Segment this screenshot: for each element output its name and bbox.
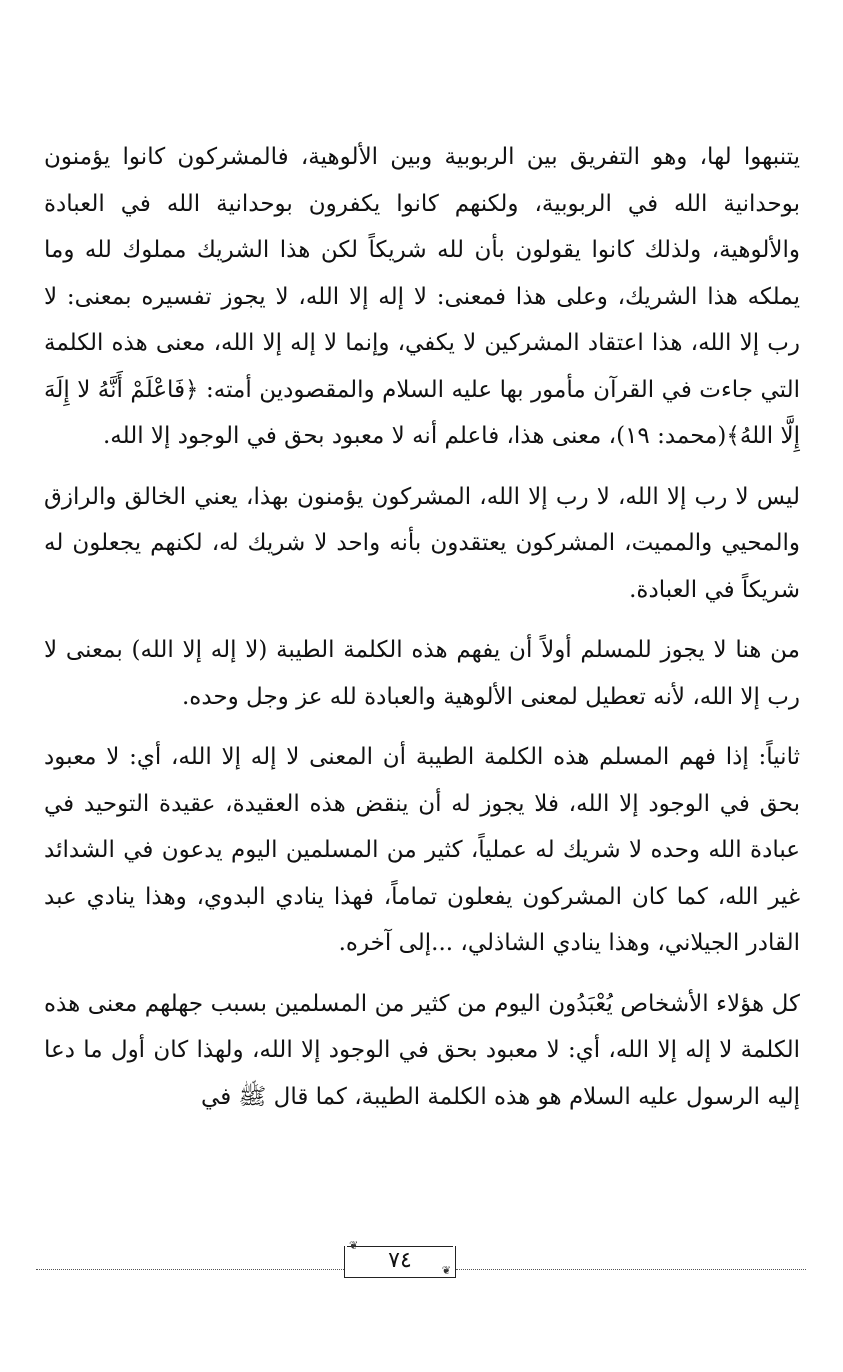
page-number: ٧٤	[388, 1248, 412, 1273]
paragraph-3: من هنا لا يجوز للمسلم أولاً أن يفهم هذه الكلمة الطيبة (لا إله إلا الله) بمعنى لا رب إلا الله، لأنه تعطيل لمعنى الألوهية والعبادة لله عز وجل وحده.	[44, 637, 800, 710]
paragraph-1: يتنبهوا لها، وهو التفريق بين الربوبية وبين الألوهية، فالمشركون كانوا يؤمنون بوحدانية الله في الربوبية، ولكنهم كانوا يكفرون بوحدانية الله في العبادة والألوهية، ولذلك كانوا يقولون بأن لله شريكاً لكن هذا الشريك مملوك لله وما يملكه هذا الشريك، وعلى هذا فمعنى: لا إله إلا الله، لا يجوز تفسيره بمعنى: لا رب إلا الله، هذا اعتقاد المشركين لا يكفي، وإنما لا إله إلا الله، معنى هذه الكلمة التي جاءت في القرآن مأمور بها عليه السلام والمقصودين أمته: ﴿فَاعْلَمْ أَنَّهُ لا إِلَهَ إِلَّا اللهُ﴾(محمد: ١٩)، معنى هذا، فاعلم أنه لا معبود بحق في الوجود إلا الله.	[44, 144, 800, 449]
paragraph-2: ليس لا رب إلا الله، لا رب إلا الله، المشركون يؤمنون بهذا، يعني الخالق والرازق والمحيي والمميت، المشركون يعتقدون بأنه واحد لا شريك له، لكنهم يجعلون له شريكاً في العبادة.	[44, 483, 800, 603]
page-body	[44, 134, 800, 1120]
ornament-icon: ❦	[441, 1264, 451, 1277]
page-number-frame	[344, 1239, 456, 1278]
paragraph-4: ثانياً: إذا فهم المسلم هذه الكلمة الطيبة أن المعنى لا إله إلا الله، أي: لا معبود بحق في الوجود إلا الله، فلا يجوز له أن ينقض هذه العقيدة، عقيدة التوحيد في عبادة الله وحده لا شريك له عملياً، كثير من المسلمين اليوم يدعون في الشدائد غير الله، كما كان المشركون يفعلون تماماً، فهذا ينادي البدوي، وهذا ينادي عبد القادر الجيلاني، وهذا ينادي الشاذلي، ...إلى آخره.	[44, 744, 800, 956]
ornament-icon: ❦	[349, 1239, 359, 1252]
paragraph-5: كل هؤلاء الأشخاص يُعْبَدُون اليوم من كثير من المسلمين بسبب جهلهم معنى هذه الكلمة لا إله إلا الله، أي: لا معبود بحق في الوجود إلا الله، ولهذا كان أول ما دعا إليه الرسول عليه السلام هو هذه الكلمة الطيبة، كما قال ﷺ في	[44, 990, 800, 1110]
footer-dotted-rule-left	[36, 1269, 344, 1270]
page-footer	[36, 1239, 806, 1280]
footer-dotted-rule-right	[456, 1269, 806, 1270]
